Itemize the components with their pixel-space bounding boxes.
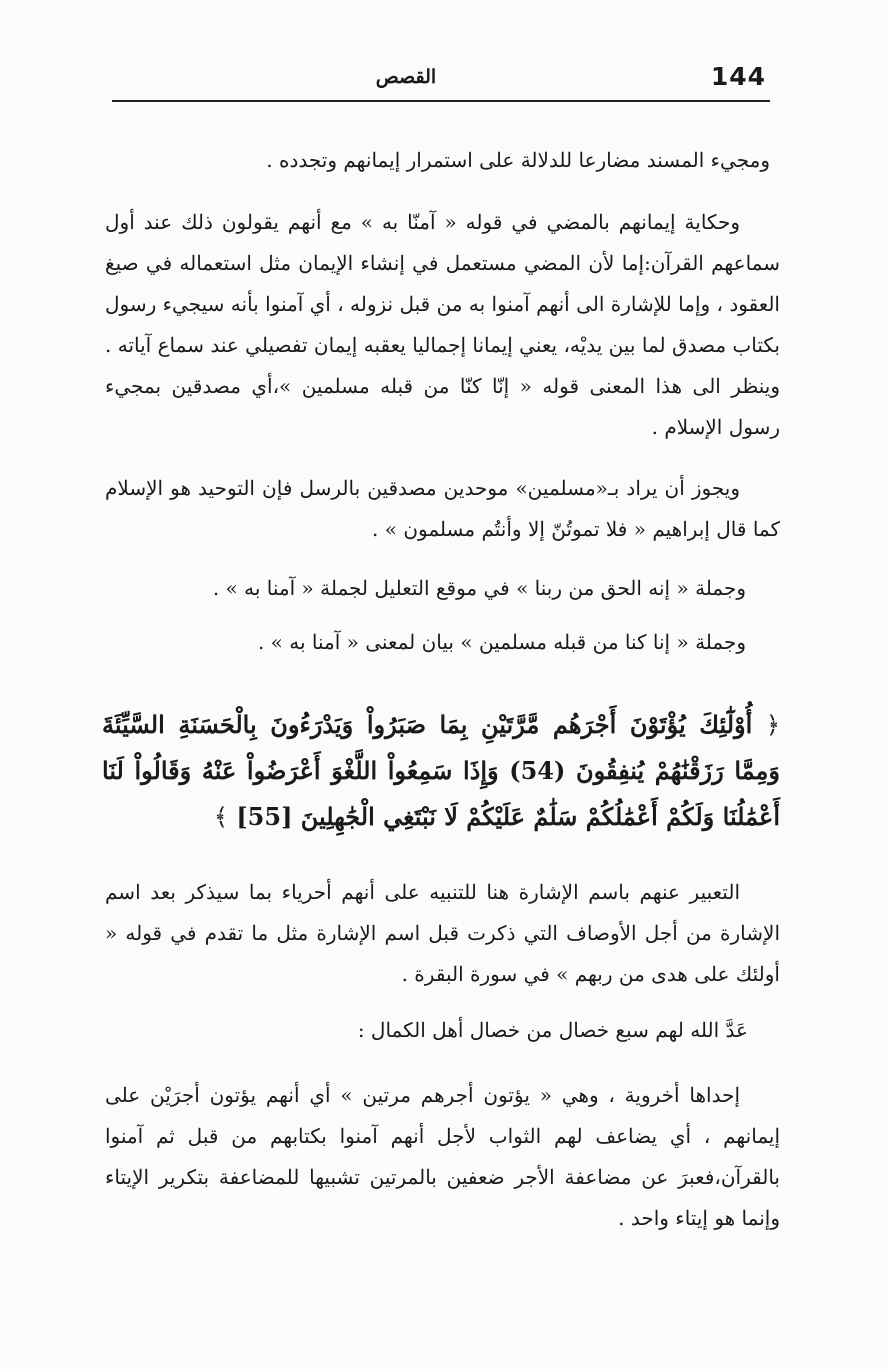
paragraph-7: عَدَّ الله لهم سبع خصال من خصال أهل الكمال : [357,1018,748,1042]
paragraph-2: وحكاية إيمانهم بالمضي في قوله « آمنّا به » مع أنهم يقولون ذلك عند أول سماعهم القرآن:إما لأن المضي مستعمل في إنشاء الإيمان مثل استعماله في صيغ العقود ، وإما للإشارة الى أنهم آمنوا به من قبل نزوله ، أي آمنوا بأنه سيجيء رسول بكتاب مصدق لما بين يديْه، يعني إيمانا إجماليا يعقبه إيمان تفصيلي عند سماع آياته . وينظر الى هذا المعنى قوله « إنّا كنّا من قبله مسلمين »،أي مصدقين بمجيء رسول الإسلام . [105,210,780,439]
paragraph-6: التعبير عنهم باسم الإشارة هنا للتنبيه على أنهم أحرياء بما سيذكر بعد اسم الإشارة من أجل الأوصاف التي ذكرت قبل اسم الإشارة مثل ما تقدم في قوله « أولئك على هدى من ربهم » في سورة البقرة . [105,880,780,986]
paragraph-3: ويجوز أن يراد بـ«مسلمين» موحدين مصدقين بالرسل فإن التوحيد هو الإسلام كما قال إبراهيم « فلا تموتُنّ إلا وأنتُم مسلمون » . [105,476,780,541]
verse-text: أُوْلَٰٓئِكَ يُؤْتَوْنَ أَجْرَهُم مَّرَّتَيْنِ بِمَا صَبَرُواْ وَيَدْرَءُونَ بِالْحَسَنَةِ السَّيِّئَةَ وَمِمَّا رَزَقْنَٰهُمْ يُنفِقُونَ (54) وَإِذَا سَمِعُواْ اللَّغْوَ أَعْرَضُواْ عَنْهُ وَقَالُواْ لَنَا أَعْمَٰلُنَا وَلَكُمْ أَعْمَٰلُكُمْ سَلَٰمٌ عَلَيْكُمْ لَا نَبْتَغِي الْجَٰهِلِينَ [55] [102,710,780,831]
paragraph-1: ومجيء المسند مضارعا للدلالة على استمرار إيمانهم وتجدده . [266,148,770,172]
paragraph-8: إحداها أخروية ، وهي « يؤتون أجرهم مرتين » أي أنهم يؤتون أجرَيْن على إيمانهم ، أي يضاعف لهم الثواب لأجل أنهم آمنوا بكتابهم من قبل ثم آمنوا بالقرآن،فعبرَ عن مضاعفة الأجر ضعفين بالمرتين تشبيها للمضاعفة بتكرير الإيتاء وإنما هو إيتاء واحد . [105,1083,780,1230]
verse-close-bracket: ﴾ [213,803,228,831]
header-rule [112,100,770,102]
surah-title: القصص [375,66,437,88]
paragraph-5: وجملة « إنا كنا من قبله مسلمين » بيان لمعنى « آمنا به » . [257,630,746,654]
page-number: 144 [710,62,766,91]
quran-verse [102,702,780,840]
verse-open-bracket: ﴿ [765,711,780,739]
paragraph-4: وجملة « إنه الحق من ربنا » في موقع التعليل لجملة « آمنا به » . [212,576,746,600]
page-header [112,60,770,100]
